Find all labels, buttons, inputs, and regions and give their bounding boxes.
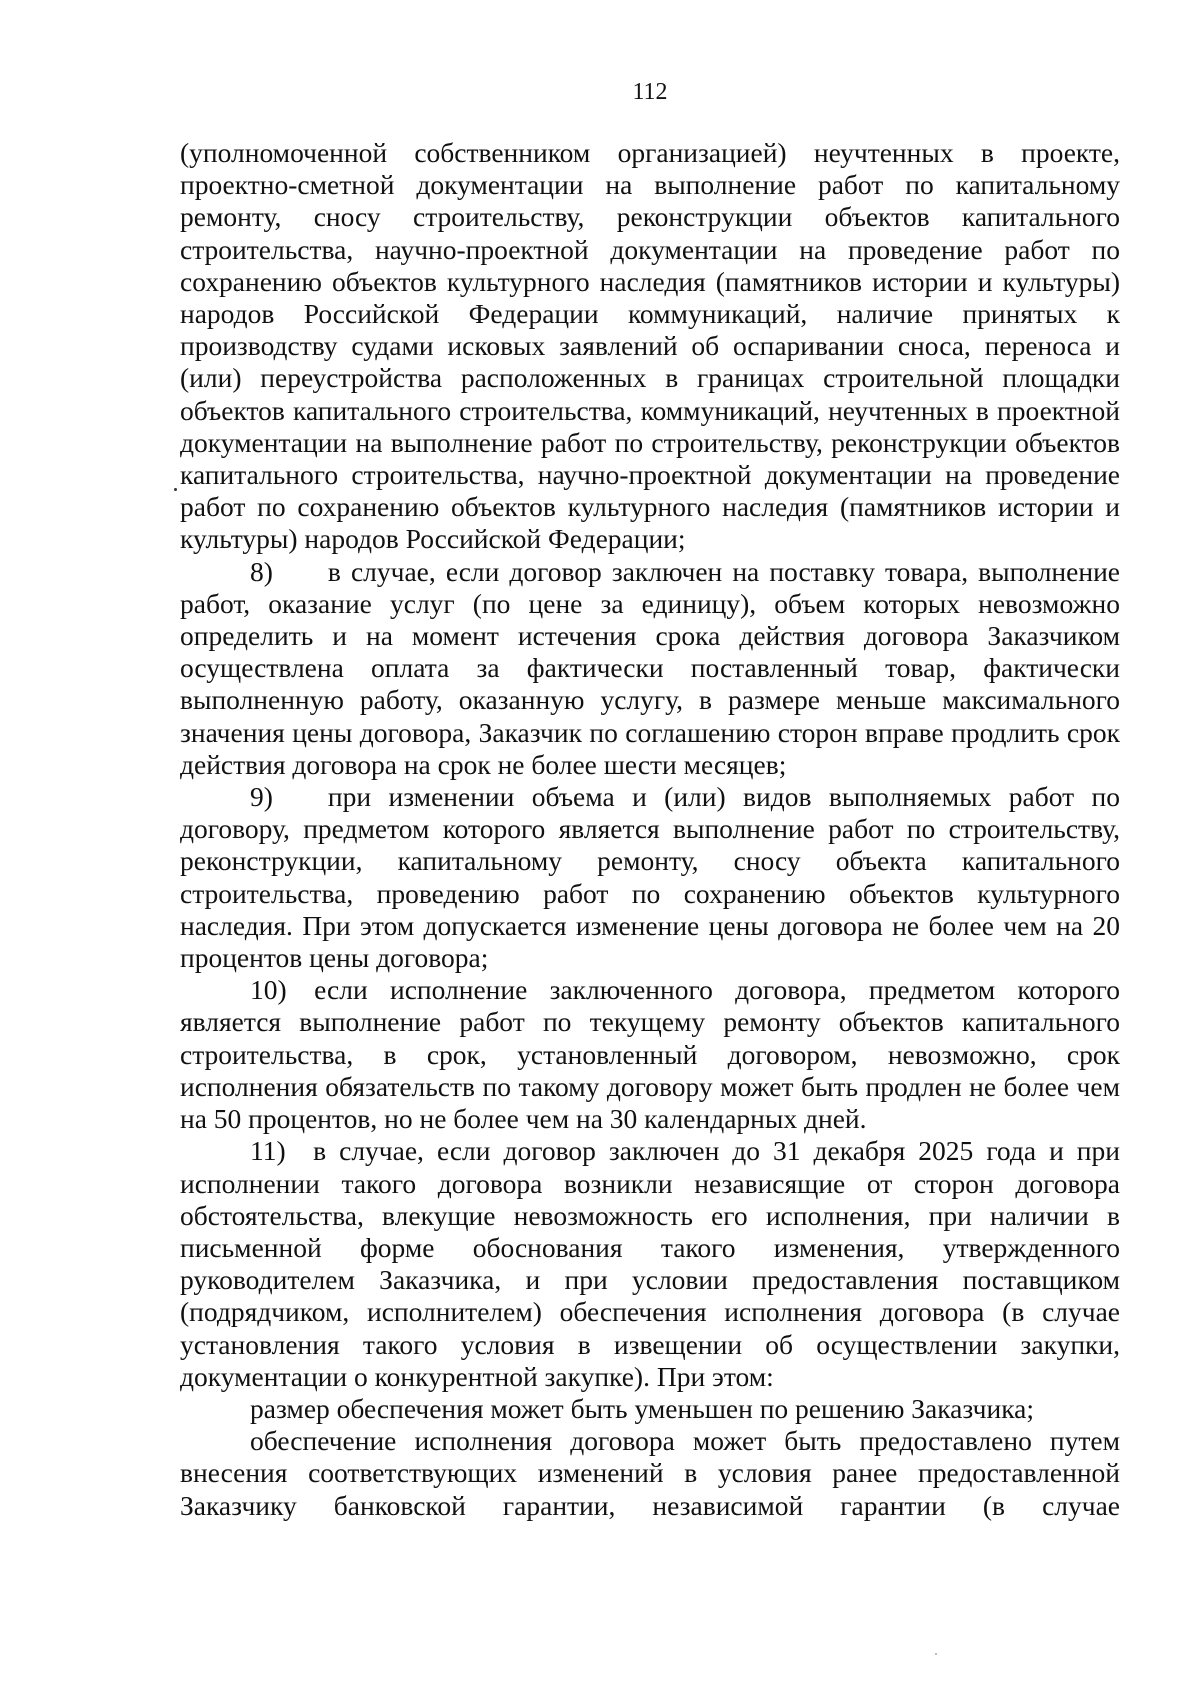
document-body [180,137,1120,1522]
paragraph-continuation: (уполномоченной собственником организацией) неучтенных в проекте, проектно-сметной документации на выполнение работ по капитальному ремонту, сносу строительству, реконструкции объектов капитального строительства, научно-проектной документации на проведение работ по сохранению объектов культурного наследия (памятников истории и культуры) народов Российской Федерации коммуникаций, наличие принятых к производству судами исковых заявлений об оспаривании сноса, переноса и (или) переустройства расположенных в границах строительной площадки объектов капитального строительства, коммуникаций, неучтенных в проектной документации на выполнение работ по строительству, реконструкции объектов капитального строительства, научно-проектной документации на проведение работ по сохранению объектов культурного наследия (памятников истории и культуры) народов Российской Федерации; [180,137,1120,555]
paragraph-item-9: 9) при изменении объема и (или) видов выполняемых работ по договору, предметом которого является выполнение работ по строительству, реконструкции, капитальному ремонту, сносу объекта капитального строительства, проведению работ по сохранению объектов культурного наследия. При этом допускается изменение цены договора не более чем на 20 процентов цены договора; [180,781,1120,974]
paragraph-security-guarantee: обеспечение исполнения договора может быть предоставлено путем внесения соответствующих изменений в условия ранее предоставленной Заказчику банковской гарантии, независимой гарантии (в случае [180,1425,1120,1521]
scan-artifact-dot [935,1653,937,1655]
paragraph-item-11: 11) в случае, если договор заключен до 31 декабря 2025 года и при исполнении такого договора возникли независящие от сторон договора обстоятельства, влекущие невозможность его исполнения, при наличии в письменной форме обоснования такого изменения, утвержденного руководителем Заказчика, и при условии предоставления поставщиком (подрядчиком, исполнителем) обеспечения исполнения договора (в случае установления такого условия в извещении об осуществлении закупки, документации о конкурентной закупке). При этом: [180,1135,1120,1392]
scan-artifact-mark [174,488,177,491]
paragraph-security-reduction: размер обеспечения может быть уменьшен по решению Заказчика; [250,1392,1035,1424]
paragraph-item-8: 8) в случае, если договор заключен на поставку товара, выполнение работ, оказание услуг (по цене за единицу), объем которых невозможно определить и на момент истечения срока действия договора Заказчиком осуществлена оплата за фактически поставленный товар, фактически выполненную работу, оказанную услугу, в размере меньше максимального значения цены договора, Заказчик по соглашению сторон вправе продлить срок действия договора на срок не более шести месяцев; [180,555,1120,780]
paragraph-item-10: 10) если исполнение заключенного договора, предметом которого является выполнение работ по текущему ремонту объектов капитального строительства, в срок, установленный договором, невозможно, срок исполнения обязательств по такому договору может быть продлен не более чем на 50 процентов, но не более чем на 30 календарных дней. [180,974,1120,1135]
page-number: 112 [632,79,668,105]
